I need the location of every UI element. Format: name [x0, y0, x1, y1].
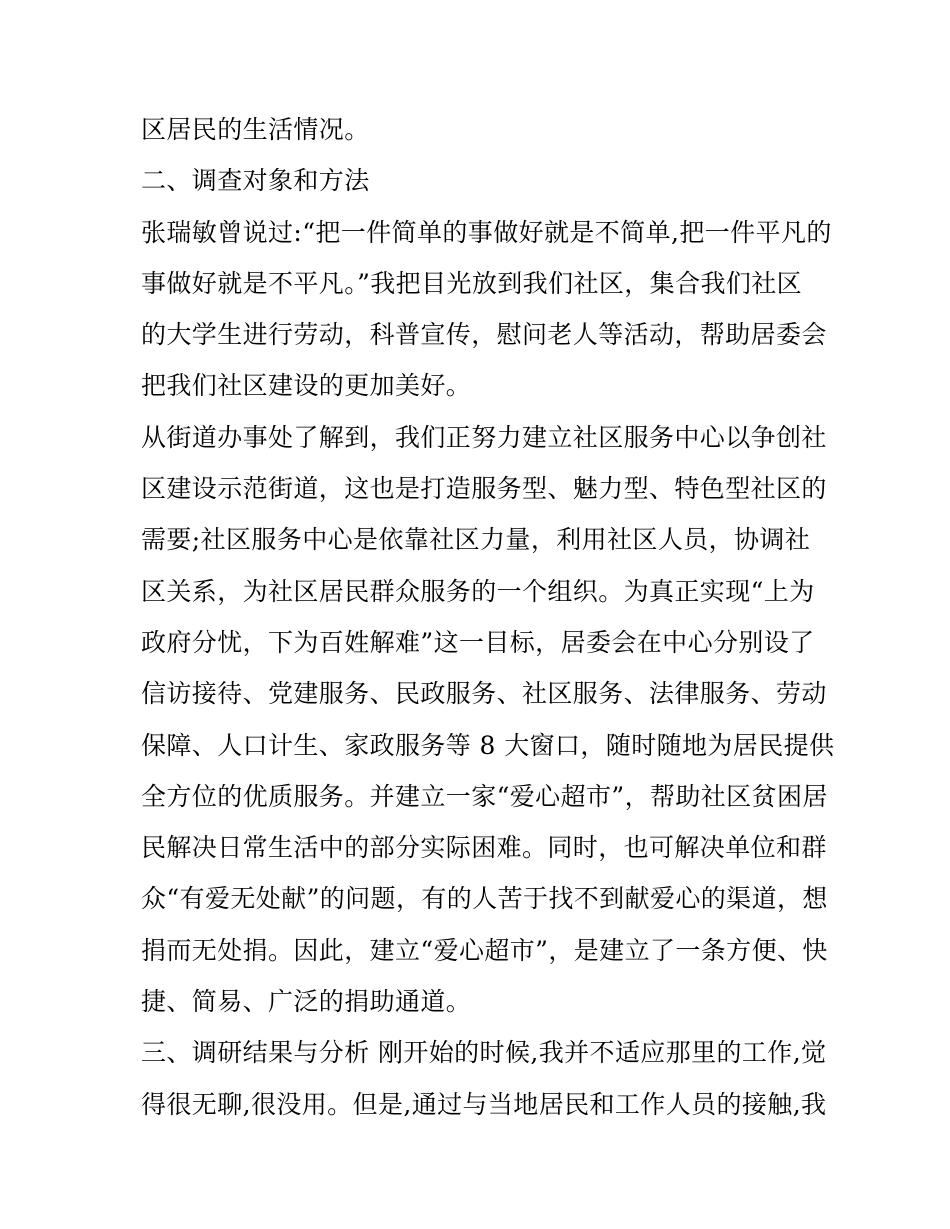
- text-line: 把我们社区建设的更加美好。: [141, 371, 472, 401]
- section-heading: 三、调研结果与分析 刚开始的时候,我并不适应那里的工作,觉: [141, 1038, 827, 1068]
- text-line: 民解决日常生活中的部分实际困难。同时，也可解决单位和群: [141, 833, 827, 863]
- text-line: 信访接待、党建服务、民政服务、社区服务、法律服务、劳动: [141, 679, 827, 709]
- text-line: 全方位的优质服务。并建立一家“爱心超市”，帮助社区贫困居: [141, 781, 828, 811]
- text-line: 捷、简易、广泛的捐助通道。: [141, 987, 472, 1017]
- text-line: 政府分忧，下为百姓解难”这一目标，居委会在中心分别设了: [141, 627, 815, 657]
- text-line: 保障、人口计生、家政服务等 8 大窗口，随时随地为居民提供: [141, 730, 835, 760]
- text-line: 区关系，为社区居民群众服务的一个组织。为真正实现“上为: [141, 576, 815, 606]
- text-line: 区居民的生活情况。: [141, 115, 370, 144]
- text-line: 区建设示范街道，这也是打造服务型、魅力型、特色型社区的: [141, 474, 827, 504]
- text-line: 的大学生进行劳动，科普宣传，慰问老人等活动，帮助居委会: [141, 320, 827, 350]
- text-line: 众“有爱无处献”的问题，有的人苦于找不到献爱心的渠道，想: [141, 884, 828, 914]
- text-line: 事做好就是不平凡。”我把目光放到我们社区，集合我们社区: [141, 268, 803, 298]
- text-line: 张瑞敏曾说过:“把一件简单的事做好就是不简单,把一件平凡的: [141, 217, 832, 247]
- document-body: [141, 104, 835, 1130]
- text-line: 需要;社区服务中心是依靠社区力量，利用社区人员，协调社: [141, 525, 811, 555]
- section-heading: 二、调查对象和方法: [141, 166, 370, 196]
- text-line: 从街道办事处了解到，我们正努力建立社区服务中心以争创社: [141, 422, 827, 452]
- text-line: 得很无聊,很没用。但是,通过与当地居民和工作人员的接触,我: [141, 1089, 827, 1119]
- text-line: 捐而无处捐。因此，建立“爱心超市”，是建立了一条方便、快: [141, 935, 828, 965]
